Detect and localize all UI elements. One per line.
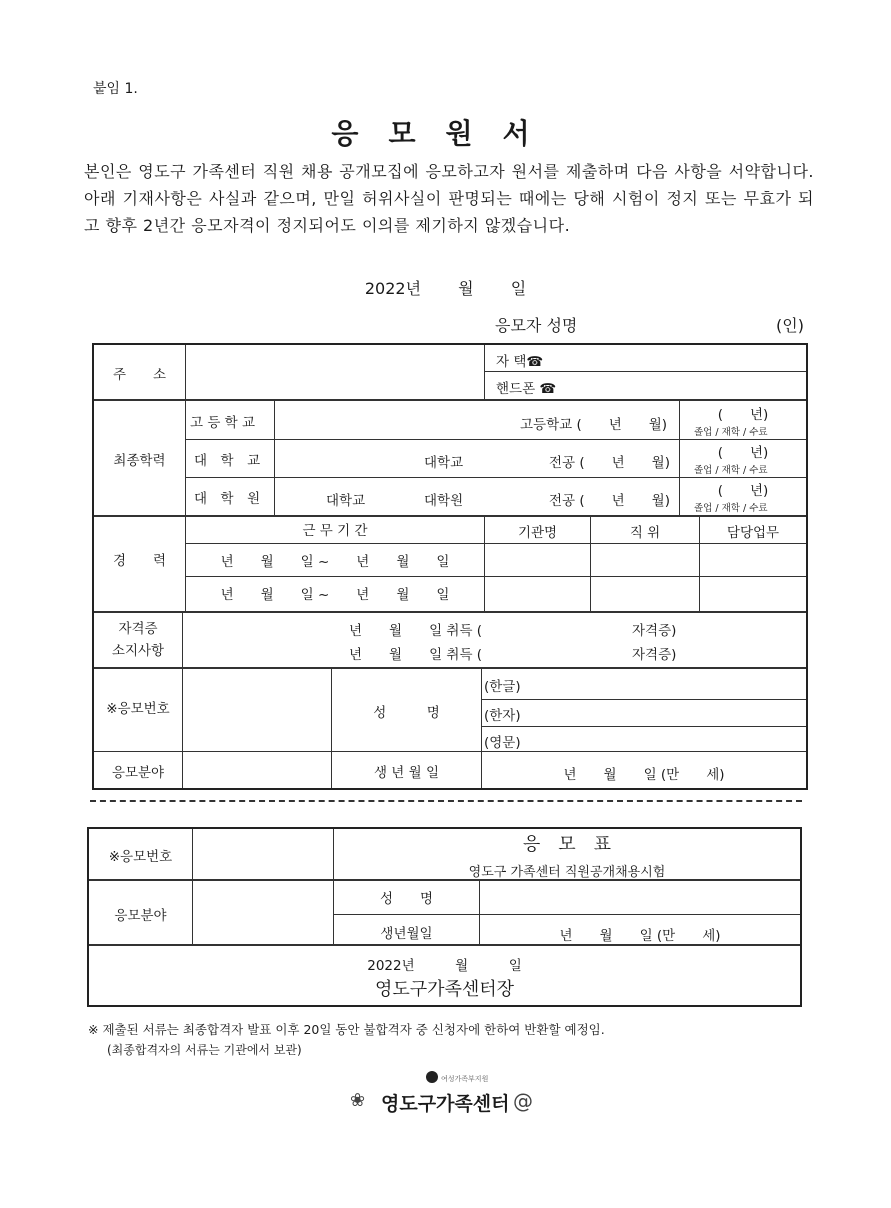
address-label: 주 소: [112, 367, 167, 383]
grad-school: 대학원: [424, 493, 464, 509]
ticket-birth-label: 생년월일: [380, 926, 433, 942]
address-field[interactable]: [186, 349, 482, 397]
ticket-field-label: 응모분야: [114, 908, 167, 924]
application-ticket: [87, 827, 802, 1007]
hs-year: ( 년): [717, 407, 769, 423]
return-note-sub: (최종합격자의 서류는 기관에서 보관): [107, 1043, 302, 1057]
mobile-phone-label: 핸드폰 ☎: [496, 381, 557, 397]
career-label: 경 력: [112, 553, 167, 569]
cert-row-1: 년 월 일 취득 (: [349, 623, 483, 639]
cert-row-2: 년 월 일 취득 (: [349, 647, 483, 663]
birth-label: 생 년 월 일: [373, 765, 440, 781]
graduate-label: 대 학 원: [194, 491, 261, 507]
applicant-name-label: 응모자 성명: [495, 316, 578, 335]
hs-status: 졸업 / 재학 / 수료: [694, 427, 768, 438]
english-name: (영문): [484, 735, 521, 751]
page-title: 응모원서: [331, 117, 560, 150]
field-label: 응모분야: [111, 765, 165, 781]
application-form-table: [92, 343, 808, 790]
flower-logo-icon: ❀: [350, 1090, 366, 1111]
univ-year: ( 년): [717, 445, 769, 461]
return-note: ※ 제출된 서류는 최종합격자 발표 이후 20일 동안 불합격자 중 신청자에 한하여 반환할 예정임.: [88, 1022, 605, 1037]
university-major-detail: 전공 ( 년 월): [549, 455, 670, 471]
korean-name: (한글): [484, 679, 521, 695]
cert-suffix-1: 자격증): [632, 623, 677, 639]
graduate-major-detail: 전공 ( 년 월): [549, 493, 670, 509]
date-year: 2022년: [364, 279, 422, 298]
cert-label-2: 소지사항: [111, 643, 165, 659]
university-school: 대학교: [424, 455, 464, 471]
grad-status: 졸업 / 재학 / 수료: [694, 503, 768, 514]
grad-year: ( 년): [717, 483, 769, 499]
date-day: 일: [510, 279, 527, 298]
org-small-text: 여성가족부지원: [441, 1075, 489, 1083]
cut-line: [90, 800, 802, 802]
date-month: 월: [458, 279, 474, 298]
birth-value: 년 월 일 (만 세): [563, 767, 725, 783]
ticket-birth-value: 년 월 일 (만 세): [559, 928, 721, 944]
ticket-title: 응 모 표: [522, 834, 612, 855]
ticket-name-label: 성 명: [379, 891, 434, 907]
annex-label: 붙임 1.: [93, 81, 138, 97]
app-number-label: ※응모번호: [106, 701, 170, 717]
work-period-header: 근 무 기 간: [302, 523, 368, 539]
government-emblem-icon: [426, 1071, 438, 1083]
career-period-row-1: 년 월 일 ~ 년 월 일: [220, 554, 450, 570]
education-label: 최종학력: [113, 453, 166, 469]
seal-mark: (인): [776, 316, 804, 335]
name-label: 성 명: [373, 705, 440, 721]
career-period-row-2: 년 월 일 ~ 년 월 일: [220, 587, 450, 603]
ticket-app-number-label: ※응모번호: [108, 849, 173, 865]
ticket-subtitle: 영도구 가족센터 직원공개채용시험: [468, 865, 666, 880]
grad-univ: 대학교: [326, 493, 366, 509]
ticket-issuer: 영도구가족센터장: [374, 979, 515, 1000]
hanja-name: (한자): [484, 708, 521, 724]
cert-suffix-2: 자격증): [632, 647, 677, 663]
highschool-detail: 고등학교 ( 년 월): [520, 417, 668, 433]
position-header: 직 위: [629, 525, 661, 541]
swirl-logo-icon: @: [513, 1089, 533, 1113]
home-phone-label: 자 택☎: [496, 354, 544, 370]
pledge-text: 본인은 영도구 가족센터 직원 채용 공개모집에 응모하고자 원서를 제출하며 다음 사항을 서약합니다. 아래 기재사항은 사실과 같으며, 만일 허위사실이 판명되는 때에는 당해 시험이 정지 또는 무효가 되고 향후 2년간 응모자격이 정지되어도 이의를 제기하지 않겠습니다.: [84, 162, 814, 235]
ticket-date: 2022년 월 일: [367, 958, 522, 974]
institution-header: 기관명: [517, 525, 558, 541]
application-date: [0, 276, 891, 299]
university-label: 대 학 교: [194, 453, 261, 469]
duties-header: 담당업무: [726, 525, 780, 541]
org-logo-name: 영도구가족센터: [381, 1093, 510, 1115]
highschool-label: 고 등 학 교: [190, 415, 256, 431]
cert-label-1: 자격증: [118, 621, 158, 637]
univ-status: 졸업 / 재학 / 수료: [694, 465, 768, 476]
